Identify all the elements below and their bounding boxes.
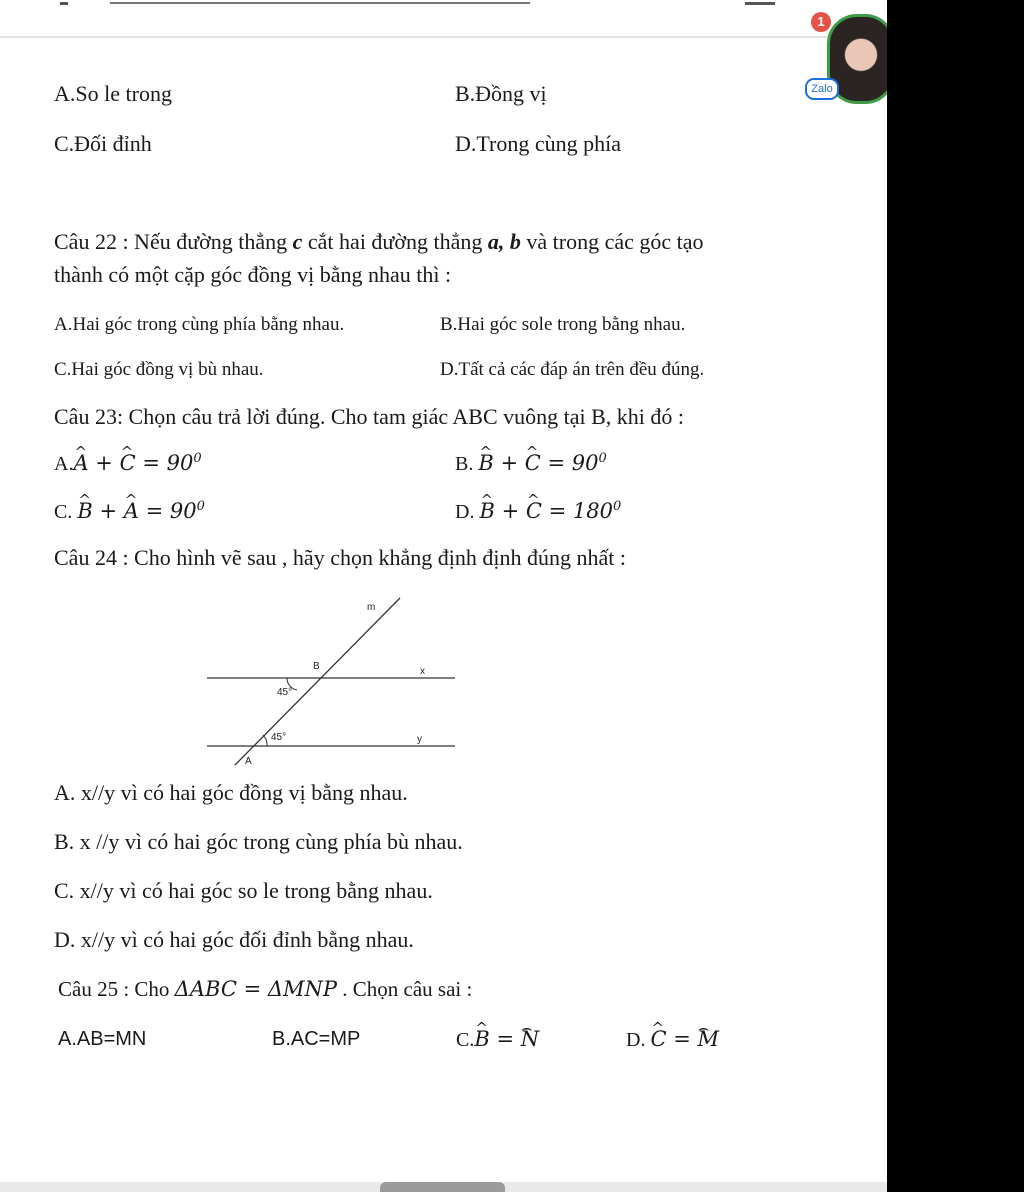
- zalo-chat-bubble[interactable]: [805, 8, 887, 98]
- exponent: 0: [196, 499, 205, 514]
- q22-option-d: D.Tất cả các đáp án trên đều đúng.: [440, 359, 705, 380]
- operator: +: [88, 451, 120, 475]
- q23-option-d: [455, 498, 621, 525]
- q24-option-d: D. x//y vì có hai góc đối đỉnh bằng nhau.: [54, 927, 414, 952]
- label-a: A: [245, 756, 252, 767]
- top-bar-mark: [110, 2, 530, 4]
- q21-option-a: A.So le trong: [54, 81, 172, 106]
- parallel-lines-figure: [205, 590, 460, 770]
- label-y: y: [417, 734, 422, 745]
- angle-hat: ^ B: [479, 498, 494, 524]
- operator: +: [493, 451, 525, 475]
- option-letter: D.: [626, 1029, 651, 1051]
- operator: =: [541, 499, 573, 523]
- exponent: 0: [598, 451, 607, 466]
- operator: +: [92, 499, 124, 523]
- q25-option-d: [626, 1026, 719, 1053]
- q25-option-c: [456, 1026, 539, 1053]
- q21-option-b: B.Đồng vị: [455, 81, 547, 106]
- q25-stem-text: Câu 25 : Cho: [58, 977, 175, 1001]
- label-angle-b: 45°: [277, 687, 293, 698]
- exponent: 0: [612, 499, 622, 514]
- q22-stem-text: và trong các góc tạo: [520, 229, 704, 254]
- operator: +: [494, 499, 526, 523]
- q23-option-a: [54, 450, 202, 477]
- home-indicator[interactable]: [380, 1182, 505, 1192]
- q22-lines-ab: a, b: [487, 229, 521, 254]
- angle-hat: ^ B: [474, 1026, 489, 1052]
- top-bar: [0, 0, 887, 38]
- option-letter: A.: [54, 453, 74, 475]
- q22-stem-line2: thành có một cặp góc đồng vị bằng nhau thì :: [54, 262, 452, 287]
- angle-hat: ⌢ N: [521, 1026, 539, 1052]
- angle-hat: ^ C: [120, 450, 136, 476]
- q23-option-c: [54, 498, 205, 525]
- q25-stem-text: . Chọn câu sai :: [337, 977, 473, 1001]
- operator: =: [489, 1027, 521, 1051]
- value: 180: [572, 499, 613, 523]
- angle-hat: ^ C: [525, 450, 541, 476]
- top-bar-mark: [60, 2, 68, 5]
- q22-stem-text: cắt hai đường thẳng: [302, 229, 488, 254]
- option-letter: C.: [54, 501, 78, 523]
- angle-hat: ^ C: [526, 498, 542, 524]
- operator: =: [135, 451, 167, 475]
- q21-option-d: D.Trong cùng phía: [455, 131, 622, 156]
- angle-hat: ^ B: [478, 450, 493, 476]
- angle-hat: ^ B: [77, 498, 92, 524]
- angle-hat: ⌢ M: [697, 1026, 719, 1052]
- top-bar-mark: [745, 2, 775, 5]
- zalo-logo-icon: Zalo: [805, 78, 839, 100]
- operator: =: [540, 451, 572, 475]
- label-x: x: [420, 666, 425, 677]
- value: 90: [571, 451, 599, 475]
- label-angle-a: 45°: [271, 732, 287, 743]
- q22-option-c: C.Hai góc đồng vị bù nhau.: [54, 359, 264, 380]
- option-letter: C.: [456, 1029, 475, 1051]
- operator: =: [666, 1027, 698, 1051]
- q23-stem: Câu 23: Chọn câu trả lời đúng. Cho tam giác ABC vuông tại B, khi đó :: [54, 404, 685, 429]
- q24-option-c: C. x//y vì có hai góc so le trong bằng nhau.: [54, 878, 433, 903]
- angle-hat: ^ A: [124, 498, 139, 524]
- q24-option-a: A. x//y vì có hai góc đồng vị bằng nhau.: [54, 780, 408, 805]
- q24-option-b: B. x //y vì có hai góc trong cùng phía bù nhau.: [54, 829, 463, 854]
- angle-hat: ^ A: [73, 450, 88, 476]
- q25-triangle-equality: ΔABC = ΔMNP: [174, 977, 338, 1001]
- q24-stem: Câu 24 : Cho hình vẽ sau , hãy chọn khẳng định định đúng nhất :: [54, 545, 626, 570]
- option-letter: D.: [455, 501, 480, 523]
- value: 90: [166, 451, 194, 475]
- notification-badge: 1: [811, 12, 831, 32]
- q22-line-c: c: [292, 229, 303, 254]
- exponent: 0: [193, 451, 202, 466]
- q25-option-b: B.AC=MP: [272, 1028, 361, 1050]
- transversal-m: [235, 598, 400, 765]
- q23-option-b: [455, 450, 607, 477]
- q21-option-c: C.Đối đỉnh: [54, 131, 152, 156]
- angle-hat: ^ C: [650, 1026, 666, 1052]
- option-letter: B.: [455, 453, 479, 475]
- operator: =: [138, 499, 170, 523]
- q22-stem-line1: [54, 229, 704, 255]
- q22-option-b: B.Hai góc sole trong bằng nhau.: [440, 314, 686, 335]
- label-b: B: [313, 661, 320, 672]
- q25-stem: [58, 976, 472, 1002]
- q22-stem-text: Câu 22 : Nếu đường thẳng: [54, 229, 293, 254]
- q22-option-a: A.Hai góc trong cùng phía bằng nhau.: [54, 314, 345, 335]
- value: 90: [169, 499, 197, 523]
- q25-option-a: A.AB=MN: [58, 1028, 147, 1050]
- label-m: m: [367, 602, 376, 613]
